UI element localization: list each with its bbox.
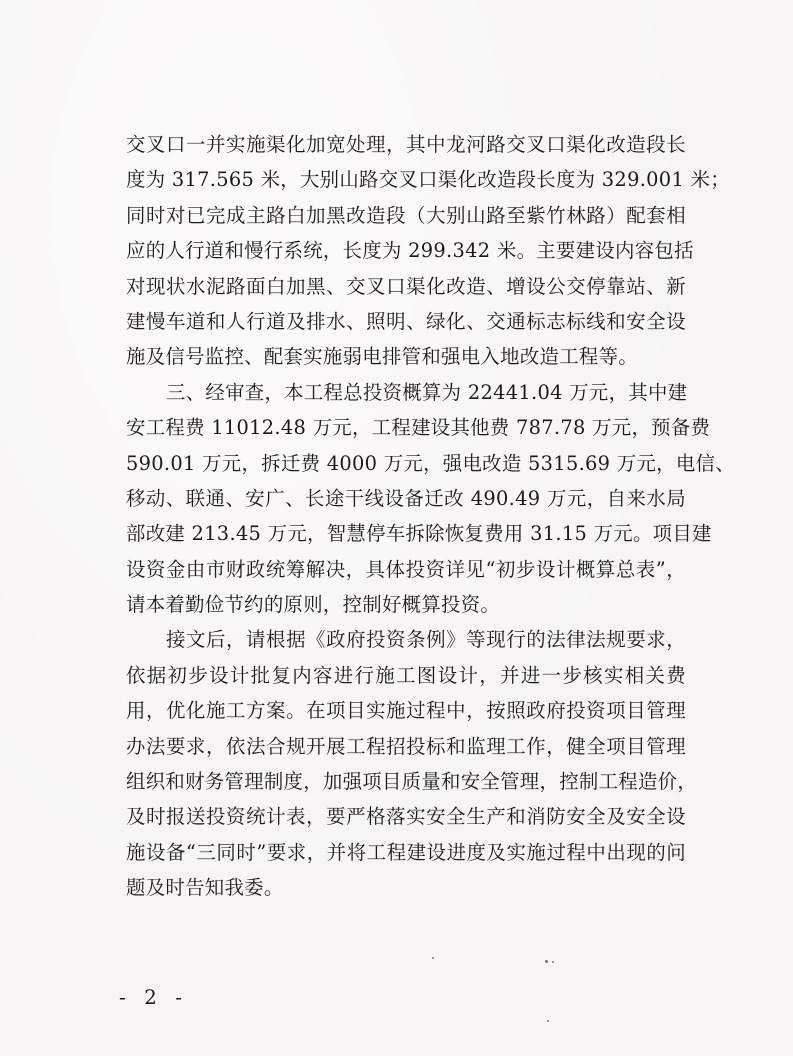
- text-line-19: 组织和财务管理制度，加强项目质量和安全管理，控制工程造价，: [126, 770, 698, 794]
- text-line-12: 部改建 213.45 万元，智慧停车拆除恢复费用 31.15 万元。项目建: [126, 522, 712, 546]
- text-line-11: 移动、联通、安广、长途干线设备迁改 490.49 万元，自来水局: [126, 486, 686, 510]
- text-line-21: 施设备“三同时”要求，并将工程建设进度及实施过程中出现的问: [126, 840, 686, 864]
- text-line-7: 施及信号监控、配套实施弱电排管和强电入地改造工程等。: [126, 345, 638, 369]
- text-line-5: 对现状水泥路面白加黑、交叉口渠化改造、增设公交停靠站、新: [126, 274, 686, 298]
- text-line-8: 三、经审查，本工程总投资概算为 22441.04 万元，其中建: [166, 380, 688, 404]
- text-line-20: 及时报送投资统计表，要严格落实安全生产和消防安全及安全设: [126, 805, 686, 829]
- text-line-10: 590.01 万元，拆迁费 4000 万元，强电改造 5315.69 万元，电信、: [126, 451, 735, 475]
- text-line-2: 度为 317.565 米，大别山路交叉口渠化改造段长度为 329.001 米；: [126, 168, 730, 192]
- text-line-14: 请本着勤俭节约的原则，控制好概算投资。: [126, 593, 501, 617]
- text-line-15: 接文后，请根据《政府投资条例》等现行的法律法规要求，: [166, 628, 686, 652]
- text-line-6: 建慢车道和人行道及排水、照明、绿化、交通标志标线和安全设: [126, 309, 686, 333]
- text-line-9: 安工程费 11012.48 万元，工程建设其他费 787.78 万元，预备费: [126, 416, 711, 440]
- text-line-4: 应的人行道和慢行系统，长度为 299.342 米。主要建设内容包括: [126, 239, 694, 263]
- text-line-13: 设资金由市财政统筹解决，具体投资详见“初步设计概算总表”，: [126, 557, 686, 581]
- scan-speck: [432, 957, 434, 959]
- document-body: [126, 127, 735, 906]
- scan-speck: [552, 961, 554, 963]
- text-line-1: 交叉口一并实施渠化加宽处理，其中龙河路交叉口渠化改造段长: [126, 133, 686, 156]
- text-line-22: 题及时告知我委。: [126, 876, 284, 900]
- text-line-16: 依据初步设计批复内容进行施工图设计，并进一步核实相关费: [126, 663, 686, 687]
- scan-speck: [545, 960, 548, 963]
- scan-speck: [547, 1020, 549, 1022]
- text-line-3: 同时对已完成主路白加黑改造段（大别山路至紫竹林路）配套相: [126, 203, 686, 227]
- text-line-17: 用，优化施工方案。在项目实施过程中，按照政府投资项目管理: [126, 699, 686, 723]
- text-line-18: 办法要求，依法合规开展工程招投标和监理工作，健全项目管理: [126, 734, 686, 758]
- page-number: - 2 -: [119, 985, 188, 1009]
